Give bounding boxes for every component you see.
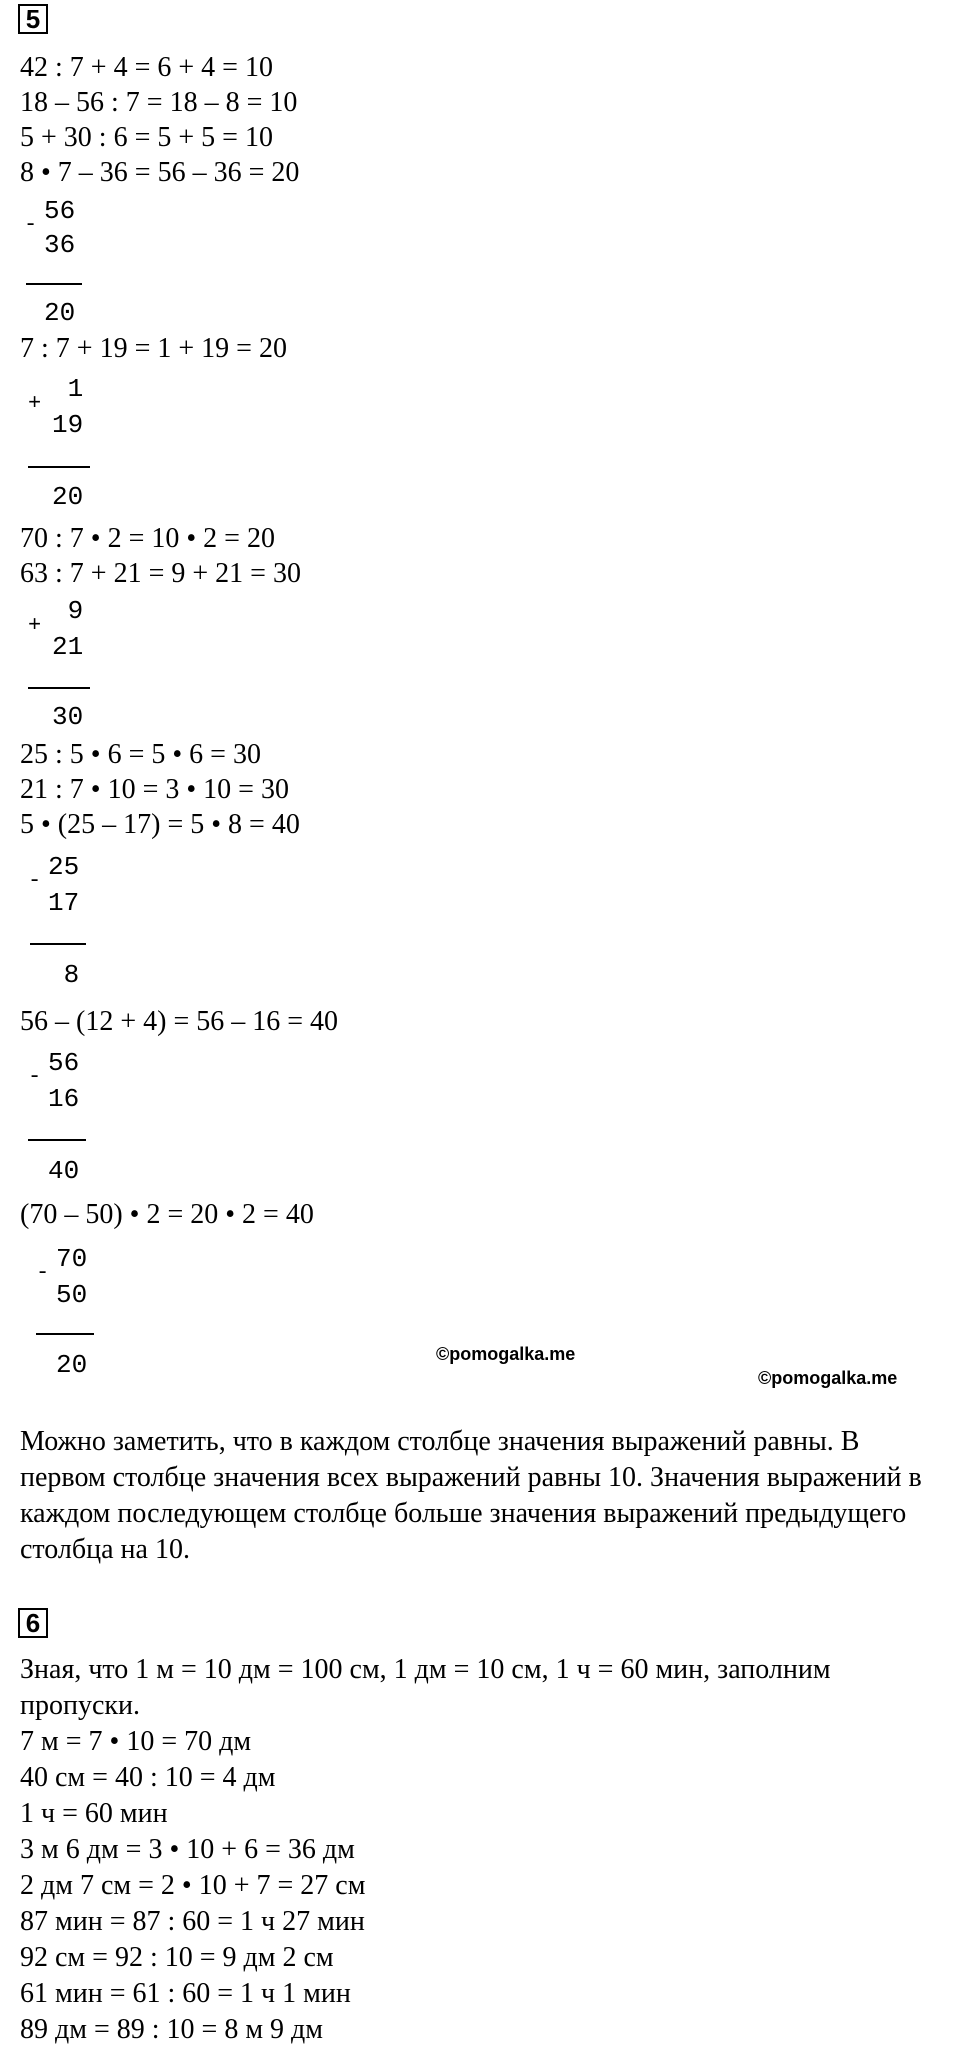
column-result: 20 (52, 482, 84, 512)
column-operator: - (28, 1064, 42, 1089)
conversion-line: 7 м = 7 • 10 = 70 дм (20, 1726, 252, 1757)
column-operator: + (28, 391, 42, 416)
column-result: 20 (44, 298, 76, 328)
column-bottom-number: 17 (48, 888, 80, 918)
equation-line: 56 – (12 + 4) = 56 – 16 = 40 (20, 1006, 339, 1037)
equation-line: (70 – 50) • 2 = 20 • 2 = 40 (20, 1199, 314, 1230)
column-top-number: 25 (48, 852, 80, 882)
conversion-line: 87 мин = 87 : 60 = 1 ч 27 мин (20, 1906, 365, 1937)
equation-line: 21 : 7 • 10 = 3 • 10 = 30 (20, 774, 289, 805)
column-divider (36, 1333, 94, 1335)
column-operator: - (36, 1260, 50, 1285)
column-bottom-number: 50 (56, 1280, 88, 1310)
conversion-line: 89 дм = 89 : 10 = 8 м 9 дм (20, 2014, 324, 2045)
column-top-number: 70 (56, 1244, 88, 1274)
column-result: 20 (56, 1350, 88, 1380)
column-bottom-number: 19 (52, 410, 84, 440)
equation-line: 5 + 30 : 6 = 5 + 5 = 10 (20, 122, 273, 153)
equation-line: 42 : 7 + 4 = 6 + 4 = 10 (20, 52, 273, 83)
conversion-line: 61 мин = 61 : 60 = 1 ч 1 мин (20, 1978, 351, 2009)
watermark: ©pomogalka.me (436, 1344, 576, 1364)
conversion-line: 40 см = 40 : 10 = 4 дм (20, 1762, 276, 1793)
column-top-number: 56 (44, 196, 76, 226)
exercise-number-5: 5 (18, 4, 48, 34)
column-operator: - (28, 868, 42, 893)
column-bottom-number: 16 (48, 1084, 80, 1114)
conclusion-paragraph: Можно заметить, что в каждом столбце значения выражений равны. В первом столбце значения всех выражений равны 10. Значения выражений в каждом последующем столбце больше значения выражений предыдущего столбца на 10. (20, 1426, 922, 1565)
column-divider (28, 466, 90, 468)
column-divider (30, 943, 86, 945)
column-top-number: 9 (52, 596, 84, 626)
equation-line: 70 : 7 • 2 = 10 • 2 = 20 (20, 523, 275, 554)
equation-line: 25 : 5 • 6 = 5 • 6 = 30 (20, 739, 261, 770)
conversion-line: 92 см = 92 : 10 = 9 дм 2 см (20, 1942, 334, 1973)
column-result: 30 (52, 702, 84, 732)
equation-line: 18 – 56 : 7 = 18 – 8 = 10 (20, 87, 298, 118)
column-result: 8 (48, 960, 80, 990)
equation-line: 5 • (25 – 17) = 5 • 8 = 40 (20, 809, 300, 840)
column-operator: - (24, 212, 38, 237)
conversion-line: 3 м 6 дм = 3 • 10 + 6 = 36 дм (20, 1834, 355, 1865)
watermark: ©pomogalka.me (758, 1368, 898, 1388)
conversion-line: 1 ч = 60 мин (20, 1798, 168, 1829)
column-top-number: 56 (48, 1048, 80, 1078)
column-result: 40 (48, 1156, 80, 1186)
column-divider (28, 687, 90, 689)
column-divider (28, 1139, 86, 1141)
column-divider (26, 283, 82, 285)
equation-line: 7 : 7 + 19 = 1 + 19 = 20 (20, 333, 287, 364)
exercise-number-6: 6 (18, 1608, 48, 1638)
equation-line: 63 : 7 + 21 = 9 + 21 = 30 (20, 558, 301, 589)
column-bottom-number: 36 (44, 230, 76, 260)
column-top-number: 1 (52, 374, 84, 404)
column-bottom-number: 21 (52, 632, 84, 662)
conversion-line: 2 дм 7 см = 2 • 10 + 7 = 27 см (20, 1870, 366, 1901)
equation-line: 8 • 7 – 36 = 56 – 36 = 20 (20, 157, 300, 188)
intro-paragraph: Зная, что 1 м = 10 дм = 100 см, 1 дм = 10 см, 1 ч = 60 мин, заполним пропуски. (20, 1654, 831, 1721)
column-operator: + (28, 613, 42, 638)
